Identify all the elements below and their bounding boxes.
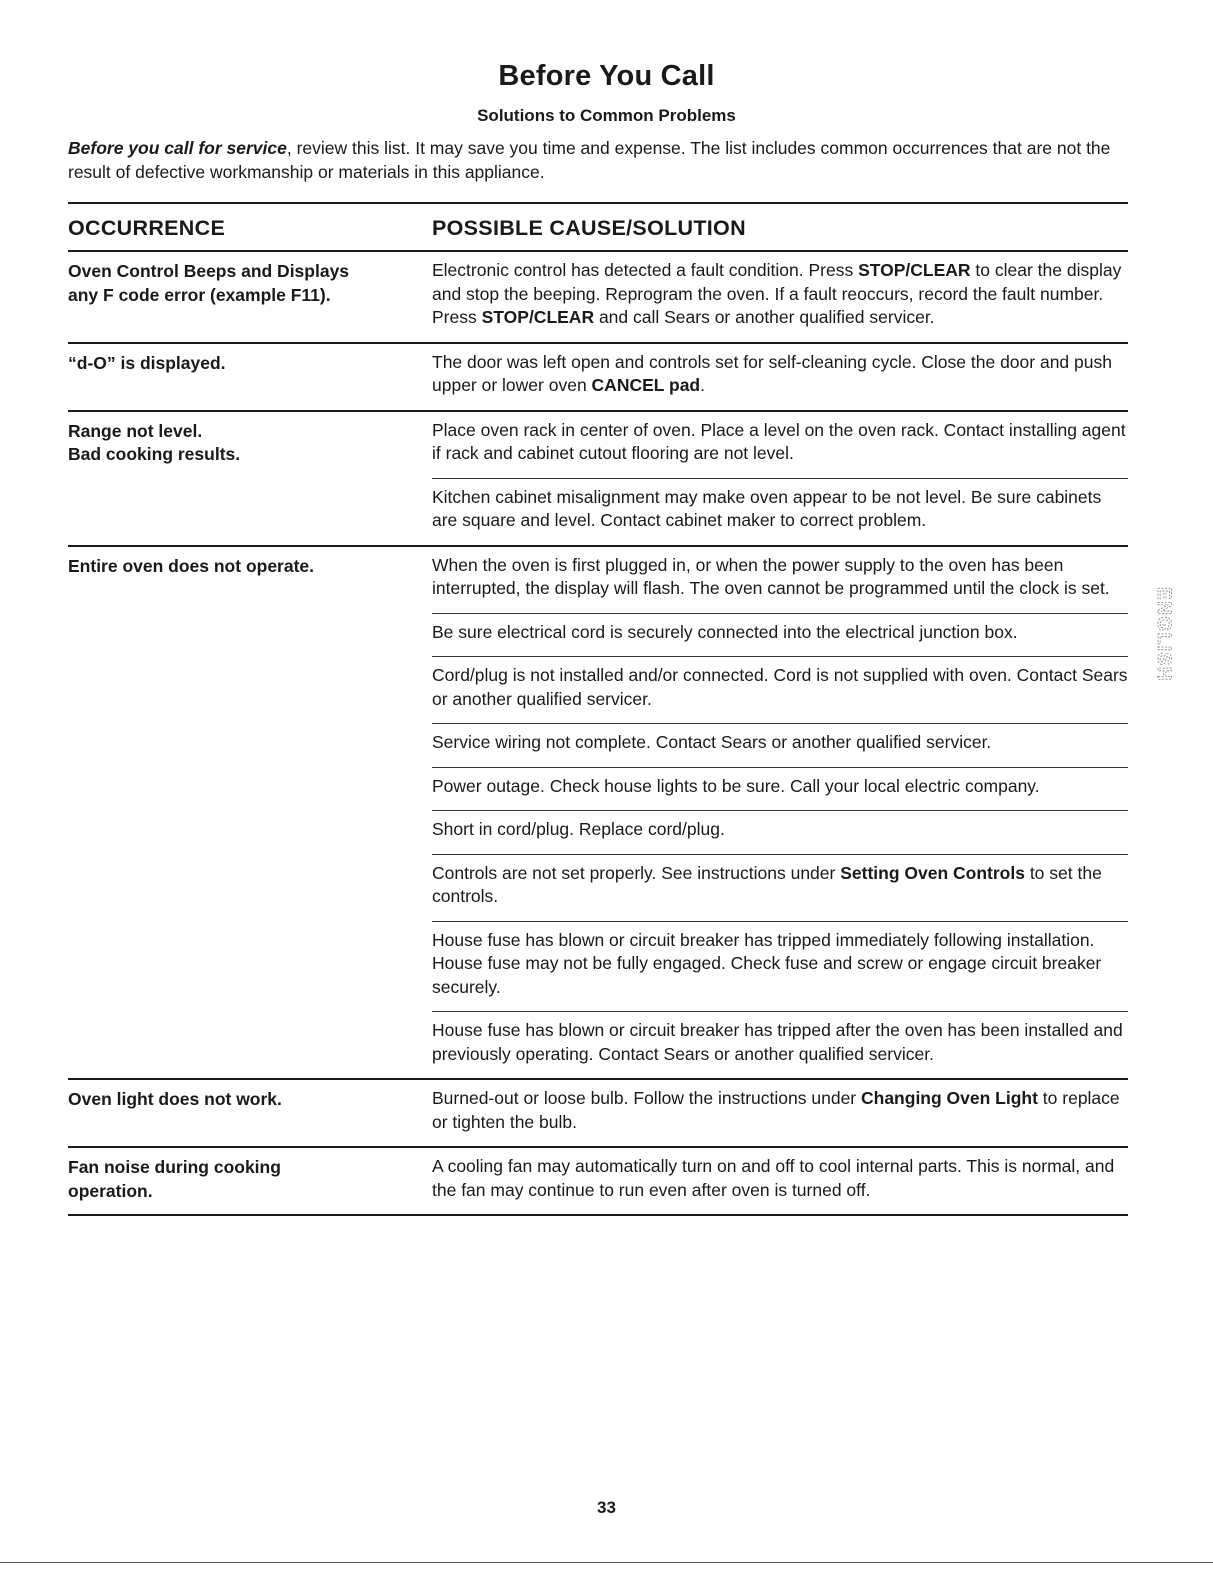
- occurrence-line: “d-O” is displayed.: [68, 352, 226, 373]
- solution-text: Kitchen cabinet misalignment may make oven appear to be not level. Be sure cabinets are square and level. Contact cabinet maker to correct problem.: [432, 486, 1102, 530]
- table-row: [68, 1080, 1128, 1148]
- solution-item: [432, 478, 1128, 545]
- solution-text: When the oven is first plugged in, or when the power supply to the oven has been interrupted, the display will flash. The oven cannot be programmed until the clock is set.: [432, 554, 1110, 598]
- occurrence-cell: [68, 344, 432, 410]
- table-row: [68, 412, 1128, 547]
- intro-text: , review this list. It may save you time and expense. The list includes common occurrences that are not the result of defective workmanship or materials in this appliance.: [68, 138, 1111, 182]
- solution-emphasis: Setting Oven Controls: [840, 862, 1025, 883]
- solution-text: Service wiring not complete. Contact Sears or another qualified servicer.: [432, 732, 992, 752]
- solution-text: Electronic control has detected a fault condition. Press: [432, 260, 859, 280]
- solution-text: to replace or tighten the bulb.: [432, 1088, 1120, 1132]
- column-header-occurrence: OCCURRENCE: [68, 215, 226, 240]
- solution-item: [432, 921, 1128, 1012]
- occurrence-cell: [68, 547, 432, 1079]
- solution-item: [432, 656, 1128, 723]
- solution-item: [432, 1011, 1128, 1078]
- solution-item: [432, 810, 1128, 854]
- side-tab-english: [1144, 583, 1188, 713]
- solution-emphasis: Changing Oven Light: [861, 1088, 1038, 1108]
- solution-text: Power outage. Check house lights to be sure. Call your local electric company.: [432, 775, 1040, 796]
- solution-item: [432, 344, 1128, 410]
- intro-paragraph: [68, 136, 1158, 184]
- table-row: [68, 252, 1128, 344]
- table-body: [68, 252, 1128, 1216]
- table-row: [68, 1148, 1128, 1216]
- column-header-solution: POSSIBLE CAUSE/SOLUTION: [432, 215, 746, 240]
- solution-item: [432, 547, 1128, 613]
- solution-item: [432, 1080, 1128, 1146]
- solution-text: House fuse has blown or circuit breaker has tripped immediately following installation. House fuse may not be fully engaged. Check fuse and screw or engage circuit breaker securely.: [432, 929, 1102, 997]
- solution-text: Place oven rack in center of oven. Place a level on the oven rack. Contact installing agent if rack and cabinet cutout flooring are not level.: [432, 419, 1126, 463]
- occurrence-cell: [68, 1080, 432, 1146]
- occurrence-cell: [68, 1148, 432, 1214]
- solution-item: [432, 723, 1128, 767]
- page-title: Before You Call: [498, 60, 715, 92]
- solution-text: to set the controls.: [432, 862, 1102, 906]
- solution-emphasis: STOP/CLEAR: [481, 307, 595, 327]
- solution-cell: [432, 547, 1128, 1079]
- solution-text: Burned-out or loose bulb. Follow the instructions under: [432, 1088, 861, 1108]
- page-number: 33: [597, 1498, 616, 1517]
- solution-text: The door was left open and controls set for self-cleaning cycle. Close the door and push upper or lower oven: [432, 351, 1112, 395]
- bottom-rule: [0, 1562, 1213, 1563]
- occurrence-line: any F code error (example F11).: [68, 284, 331, 305]
- occurrence-line: Fan noise during cooking: [68, 1157, 281, 1177]
- solution-emphasis: STOP/CLEAR: [858, 260, 971, 280]
- occurrence-cell: [68, 412, 432, 545]
- occurrence-line: Entire oven does not operate.: [68, 555, 315, 576]
- solution-cell: [432, 1148, 1128, 1214]
- solution-cell: [432, 1080, 1128, 1146]
- solution-text: Cord/plug is not installed and/or connected. Cord is not supplied with oven. Contact Sears or another qualified servicer.: [432, 665, 1128, 709]
- occurrence-line: Oven Control Beeps and Displays: [68, 261, 350, 281]
- solution-cell: [432, 252, 1128, 342]
- table-row: [68, 547, 1128, 1081]
- solution-text: to clear the display and stop the beeping. Reprogram the oven. If a fault reoccurs, record the fault number. Press: [432, 260, 1122, 327]
- troubleshooting-table: [68, 202, 1128, 1216]
- occurrence-line: Range not level.: [68, 420, 203, 441]
- table-row: [68, 344, 1128, 412]
- solution-cell: [432, 412, 1128, 545]
- page-subtitle: Solutions to Common Problems: [477, 106, 736, 125]
- occurrence-line: Bad cooking results.: [68, 444, 241, 464]
- solution-emphasis: CANCEL pad: [591, 375, 701, 395]
- solution-text: .: [700, 375, 705, 395]
- solution-text: House fuse has blown or circuit breaker has tripped after the oven has been installed and previously operating. Contact Sears or another qualified servicer.: [432, 1020, 1123, 1064]
- side-tab-label: ENGLISH: [1153, 587, 1174, 682]
- solution-item: [432, 613, 1128, 657]
- solution-text: A cooling fan may automatically turn on and off to cool internal parts. This is normal, and the fan may continue to run even after oven is turned off.: [432, 1156, 1115, 1200]
- occurrence-cell: [68, 252, 432, 342]
- solution-text: and call Sears or another qualified servicer.: [594, 307, 935, 327]
- solution-item: [432, 854, 1128, 921]
- solution-item: [432, 252, 1128, 342]
- solution-item: [432, 412, 1128, 478]
- solution-cell: [432, 344, 1128, 410]
- occurrence-line: Oven light does not work.: [68, 1089, 282, 1109]
- solution-text: Short in cord/plug. Replace cord/plug.: [432, 819, 725, 839]
- table-header: [68, 204, 1128, 252]
- solution-item: [432, 1148, 1128, 1214]
- solution-text: Be sure electrical cord is securely connected into the electrical junction box.: [432, 621, 1018, 642]
- intro-lead: Before you call for service: [68, 138, 287, 158]
- solution-item: [432, 767, 1128, 811]
- occurrence-line: operation.: [68, 1180, 153, 1201]
- solution-text: Controls are not set properly. See instructions under: [432, 862, 841, 883]
